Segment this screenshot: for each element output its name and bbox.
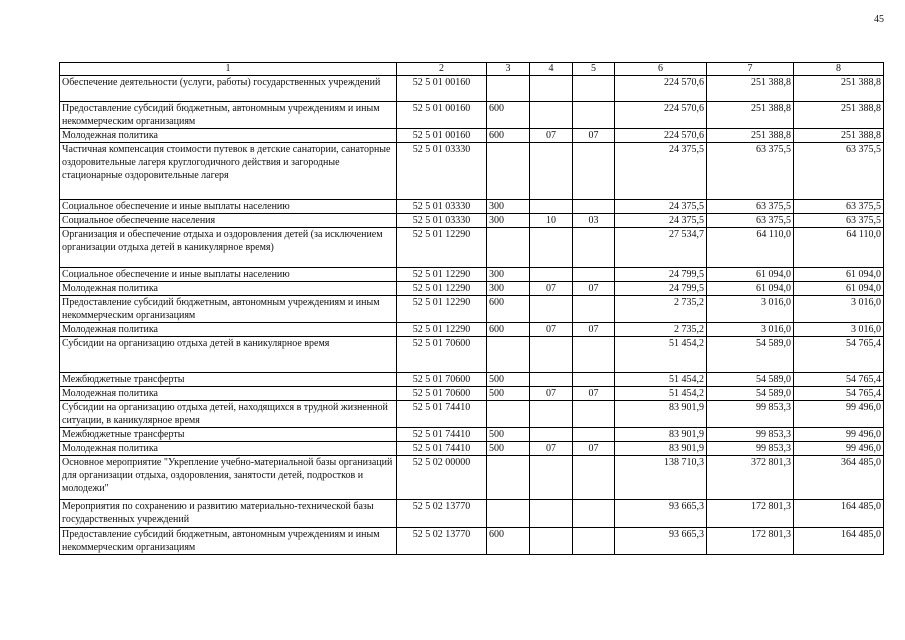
row-value-year1: 93 665,3 <box>615 528 707 555</box>
table-row <box>60 401 884 428</box>
row-section: 07 <box>530 129 573 143</box>
row-subsection: 03 <box>573 214 615 228</box>
table-row <box>60 76 884 102</box>
row-value-year2: 99 853,3 <box>707 428 794 442</box>
row-value-year3: 251 388,8 <box>794 76 884 102</box>
row-value-year3: 364 485,0 <box>794 456 884 500</box>
row-name: Предоставление субсидий бюджетным, автономным учреждениям и иным некоммерческим организациям <box>60 102 397 129</box>
row-code: 52 5 01 70600 <box>397 373 487 387</box>
row-value-year2: 61 094,0 <box>707 282 794 296</box>
row-value-year2: 63 375,5 <box>707 214 794 228</box>
row-code: 52 5 01 74410 <box>397 442 487 456</box>
row-expense-type: 300 <box>487 282 530 296</box>
row-code: 52 5 01 00160 <box>397 129 487 143</box>
row-code: 52 5 01 70600 <box>397 337 487 373</box>
row-section <box>530 500 573 528</box>
row-section <box>530 268 573 282</box>
row-value-year1: 83 901,9 <box>615 442 707 456</box>
row-code: 52 5 01 12290 <box>397 282 487 296</box>
row-value-year3: 3 016,0 <box>794 323 884 337</box>
column-header: 1 <box>60 63 397 76</box>
row-value-year1: 224 570,6 <box>615 102 707 129</box>
table-row <box>60 102 884 129</box>
row-value-year3: 99 496,0 <box>794 401 884 428</box>
row-value-year1: 24 375,5 <box>615 200 707 214</box>
row-code: 52 5 01 12290 <box>397 296 487 323</box>
row-expense-type: 300 <box>487 200 530 214</box>
row-value-year1: 24 375,5 <box>615 214 707 228</box>
row-value-year1: 83 901,9 <box>615 428 707 442</box>
row-name: Социальное обеспечение и иные выплаты населению <box>60 200 397 214</box>
row-name: Социальное обеспечение населения <box>60 214 397 228</box>
row-value-year2: 251 388,8 <box>707 76 794 102</box>
table-row <box>60 500 884 528</box>
row-value-year2: 54 589,0 <box>707 373 794 387</box>
table-row <box>60 268 884 282</box>
row-section <box>530 337 573 373</box>
row-subsection <box>573 76 615 102</box>
row-subsection: 07 <box>573 129 615 143</box>
row-code: 52 5 02 13770 <box>397 500 487 528</box>
row-value-year3: 61 094,0 <box>794 268 884 282</box>
row-name: Молодежная политика <box>60 387 397 401</box>
row-code: 52 5 01 03330 <box>397 143 487 200</box>
row-name: Субсидии на организацию отдыха детей в каникулярное время <box>60 337 397 373</box>
row-name: Социальное обеспечение и иные выплаты населению <box>60 268 397 282</box>
row-value-year2: 63 375,5 <box>707 200 794 214</box>
row-expense-type: 600 <box>487 296 530 323</box>
row-subsection <box>573 102 615 129</box>
row-name: Субсидии на организацию отдыха детей, находящихся в трудной жизненной ситуации, в каникулярное время <box>60 401 397 428</box>
row-value-year3: 63 375,5 <box>794 200 884 214</box>
row-value-year2: 172 801,3 <box>707 500 794 528</box>
row-code: 52 5 01 70600 <box>397 387 487 401</box>
column-header: 3 <box>487 63 530 76</box>
row-section <box>530 528 573 555</box>
table-row <box>60 228 884 268</box>
row-value-year3: 54 765,4 <box>794 373 884 387</box>
row-code: 52 5 01 12290 <box>397 323 487 337</box>
row-value-year1: 2 735,2 <box>615 296 707 323</box>
row-expense-type <box>487 456 530 500</box>
table-row <box>60 373 884 387</box>
row-name: Обеспечение деятельности (услуги, работы) государственных учреждений <box>60 76 397 102</box>
row-subsection <box>573 373 615 387</box>
column-header: 5 <box>573 63 615 76</box>
row-value-year2: 63 375,5 <box>707 143 794 200</box>
column-header: 4 <box>530 63 573 76</box>
row-value-year2: 251 388,8 <box>707 102 794 129</box>
row-subsection <box>573 337 615 373</box>
row-section: 07 <box>530 442 573 456</box>
row-subsection <box>573 428 615 442</box>
row-subsection <box>573 456 615 500</box>
row-section <box>530 373 573 387</box>
row-expense-type: 600 <box>487 528 530 555</box>
row-value-year2: 54 589,0 <box>707 337 794 373</box>
row-value-year1: 224 570,6 <box>615 129 707 143</box>
row-subsection <box>573 528 615 555</box>
row-value-year2: 99 853,3 <box>707 401 794 428</box>
budget-table <box>59 62 884 555</box>
row-value-year2: 54 589,0 <box>707 387 794 401</box>
row-expense-type <box>487 401 530 428</box>
row-value-year3: 63 375,5 <box>794 214 884 228</box>
row-section <box>530 296 573 323</box>
row-value-year3: 54 765,4 <box>794 387 884 401</box>
page-number: 45 <box>874 14 884 25</box>
row-value-year1: 24 375,5 <box>615 143 707 200</box>
row-value-year1: 51 454,2 <box>615 373 707 387</box>
row-expense-type: 500 <box>487 373 530 387</box>
row-subsection: 07 <box>573 282 615 296</box>
row-value-year2: 64 110,0 <box>707 228 794 268</box>
table-row <box>60 282 884 296</box>
row-code: 52 5 02 13770 <box>397 528 487 555</box>
row-expense-type: 500 <box>487 428 530 442</box>
row-name: Предоставление субсидий бюджетным, автономным учреждениям и иным некоммерческим организациям <box>60 528 397 555</box>
row-section: 07 <box>530 387 573 401</box>
row-code: 52 5 01 74410 <box>397 401 487 428</box>
row-subsection <box>573 143 615 200</box>
row-expense-type <box>487 228 530 268</box>
table-row <box>60 323 884 337</box>
column-header: 8 <box>794 63 884 76</box>
row-code: 52 5 01 03330 <box>397 200 487 214</box>
row-name: Молодежная политика <box>60 442 397 456</box>
table-row <box>60 528 884 555</box>
row-subsection <box>573 296 615 323</box>
row-subsection <box>573 228 615 268</box>
row-value-year2: 251 388,8 <box>707 129 794 143</box>
row-code: 52 5 01 12290 <box>397 228 487 268</box>
row-expense-type: 300 <box>487 268 530 282</box>
row-section <box>530 102 573 129</box>
row-section <box>530 228 573 268</box>
row-value-year1: 138 710,3 <box>615 456 707 500</box>
row-section: 07 <box>530 323 573 337</box>
row-value-year1: 93 665,3 <box>615 500 707 528</box>
row-value-year3: 99 496,0 <box>794 442 884 456</box>
row-section: 07 <box>530 282 573 296</box>
row-value-year3: 164 485,0 <box>794 500 884 528</box>
row-expense-type <box>487 337 530 373</box>
row-value-year1: 24 799,5 <box>615 282 707 296</box>
row-expense-type <box>487 76 530 102</box>
row-section <box>530 200 573 214</box>
row-name: Межбюджетные трансферты <box>60 373 397 387</box>
row-value-year3: 64 110,0 <box>794 228 884 268</box>
table-row <box>60 387 884 401</box>
row-code: 52 5 01 00160 <box>397 76 487 102</box>
row-value-year3: 63 375,5 <box>794 143 884 200</box>
row-expense-type: 500 <box>487 442 530 456</box>
table-body <box>60 76 884 555</box>
row-subsection: 07 <box>573 387 615 401</box>
row-section <box>530 143 573 200</box>
row-subsection: 07 <box>573 323 615 337</box>
row-expense-type: 600 <box>487 102 530 129</box>
table-row <box>60 337 884 373</box>
row-code: 52 5 01 00160 <box>397 102 487 129</box>
table-row <box>60 442 884 456</box>
row-name: Мероприятия по сохранению и развитию материально-технической базы государственных учреждений <box>60 500 397 528</box>
table-row <box>60 129 884 143</box>
table-row <box>60 428 884 442</box>
row-name: Молодежная политика <box>60 129 397 143</box>
row-value-year3: 3 016,0 <box>794 296 884 323</box>
row-value-year1: 224 570,6 <box>615 76 707 102</box>
row-value-year3: 251 388,8 <box>794 102 884 129</box>
row-value-year1: 2 735,2 <box>615 323 707 337</box>
row-value-year1: 83 901,9 <box>615 401 707 428</box>
column-header: 6 <box>615 63 707 76</box>
row-value-year1: 51 454,2 <box>615 337 707 373</box>
row-name: Организация и обеспечение отдыха и оздоровления детей (за исключением организации отдыха детей в каникулярное время) <box>60 228 397 268</box>
row-section: 10 <box>530 214 573 228</box>
header-row <box>60 63 884 76</box>
row-name: Молодежная политика <box>60 323 397 337</box>
row-section <box>530 428 573 442</box>
row-name: Межбюджетные трансферты <box>60 428 397 442</box>
row-expense-type: 500 <box>487 387 530 401</box>
table-row <box>60 456 884 500</box>
row-value-year3: 61 094,0 <box>794 282 884 296</box>
row-value-year2: 3 016,0 <box>707 323 794 337</box>
row-name: Предоставление субсидий бюджетным, автономным учреждениям и иным некоммерческим организациям <box>60 296 397 323</box>
row-value-year2: 61 094,0 <box>707 268 794 282</box>
row-value-year2: 172 801,3 <box>707 528 794 555</box>
row-section <box>530 456 573 500</box>
row-subsection <box>573 268 615 282</box>
row-value-year2: 99 853,3 <box>707 442 794 456</box>
row-expense-type <box>487 143 530 200</box>
row-value-year3: 54 765,4 <box>794 337 884 373</box>
column-header: 2 <box>397 63 487 76</box>
row-expense-type: 600 <box>487 129 530 143</box>
column-header: 7 <box>707 63 794 76</box>
table-row <box>60 143 884 200</box>
row-section <box>530 401 573 428</box>
row-name: Молодежная политика <box>60 282 397 296</box>
row-subsection <box>573 401 615 428</box>
table-row <box>60 214 884 228</box>
row-value-year3: 251 388,8 <box>794 129 884 143</box>
row-code: 52 5 01 74410 <box>397 428 487 442</box>
row-value-year2: 3 016,0 <box>707 296 794 323</box>
row-code: 52 5 01 03330 <box>397 214 487 228</box>
row-expense-type: 600 <box>487 323 530 337</box>
row-value-year1: 27 534,7 <box>615 228 707 268</box>
row-value-year2: 372 801,3 <box>707 456 794 500</box>
row-value-year3: 99 496,0 <box>794 428 884 442</box>
row-subsection <box>573 200 615 214</box>
row-code: 52 5 01 12290 <box>397 268 487 282</box>
table-row <box>60 296 884 323</box>
row-name: Частичная компенсация стоимости путевок в детские санатории, санаторные оздоровительные лагеря круглогодичного действия и загородные стационарные оздоровительные лагеря <box>60 143 397 200</box>
row-expense-type <box>487 500 530 528</box>
row-subsection: 07 <box>573 442 615 456</box>
row-name: Основное мероприятие "Укрепление учебно-материальной базы организаций для организации отдыха, оздоровления, занятости детей, подростков и молодежи" <box>60 456 397 500</box>
row-value-year3: 164 485,0 <box>794 528 884 555</box>
table-row <box>60 200 884 214</box>
row-expense-type: 300 <box>487 214 530 228</box>
row-code: 52 5 02 00000 <box>397 456 487 500</box>
row-value-year1: 51 454,2 <box>615 387 707 401</box>
row-value-year1: 24 799,5 <box>615 268 707 282</box>
row-section <box>530 76 573 102</box>
row-subsection <box>573 500 615 528</box>
